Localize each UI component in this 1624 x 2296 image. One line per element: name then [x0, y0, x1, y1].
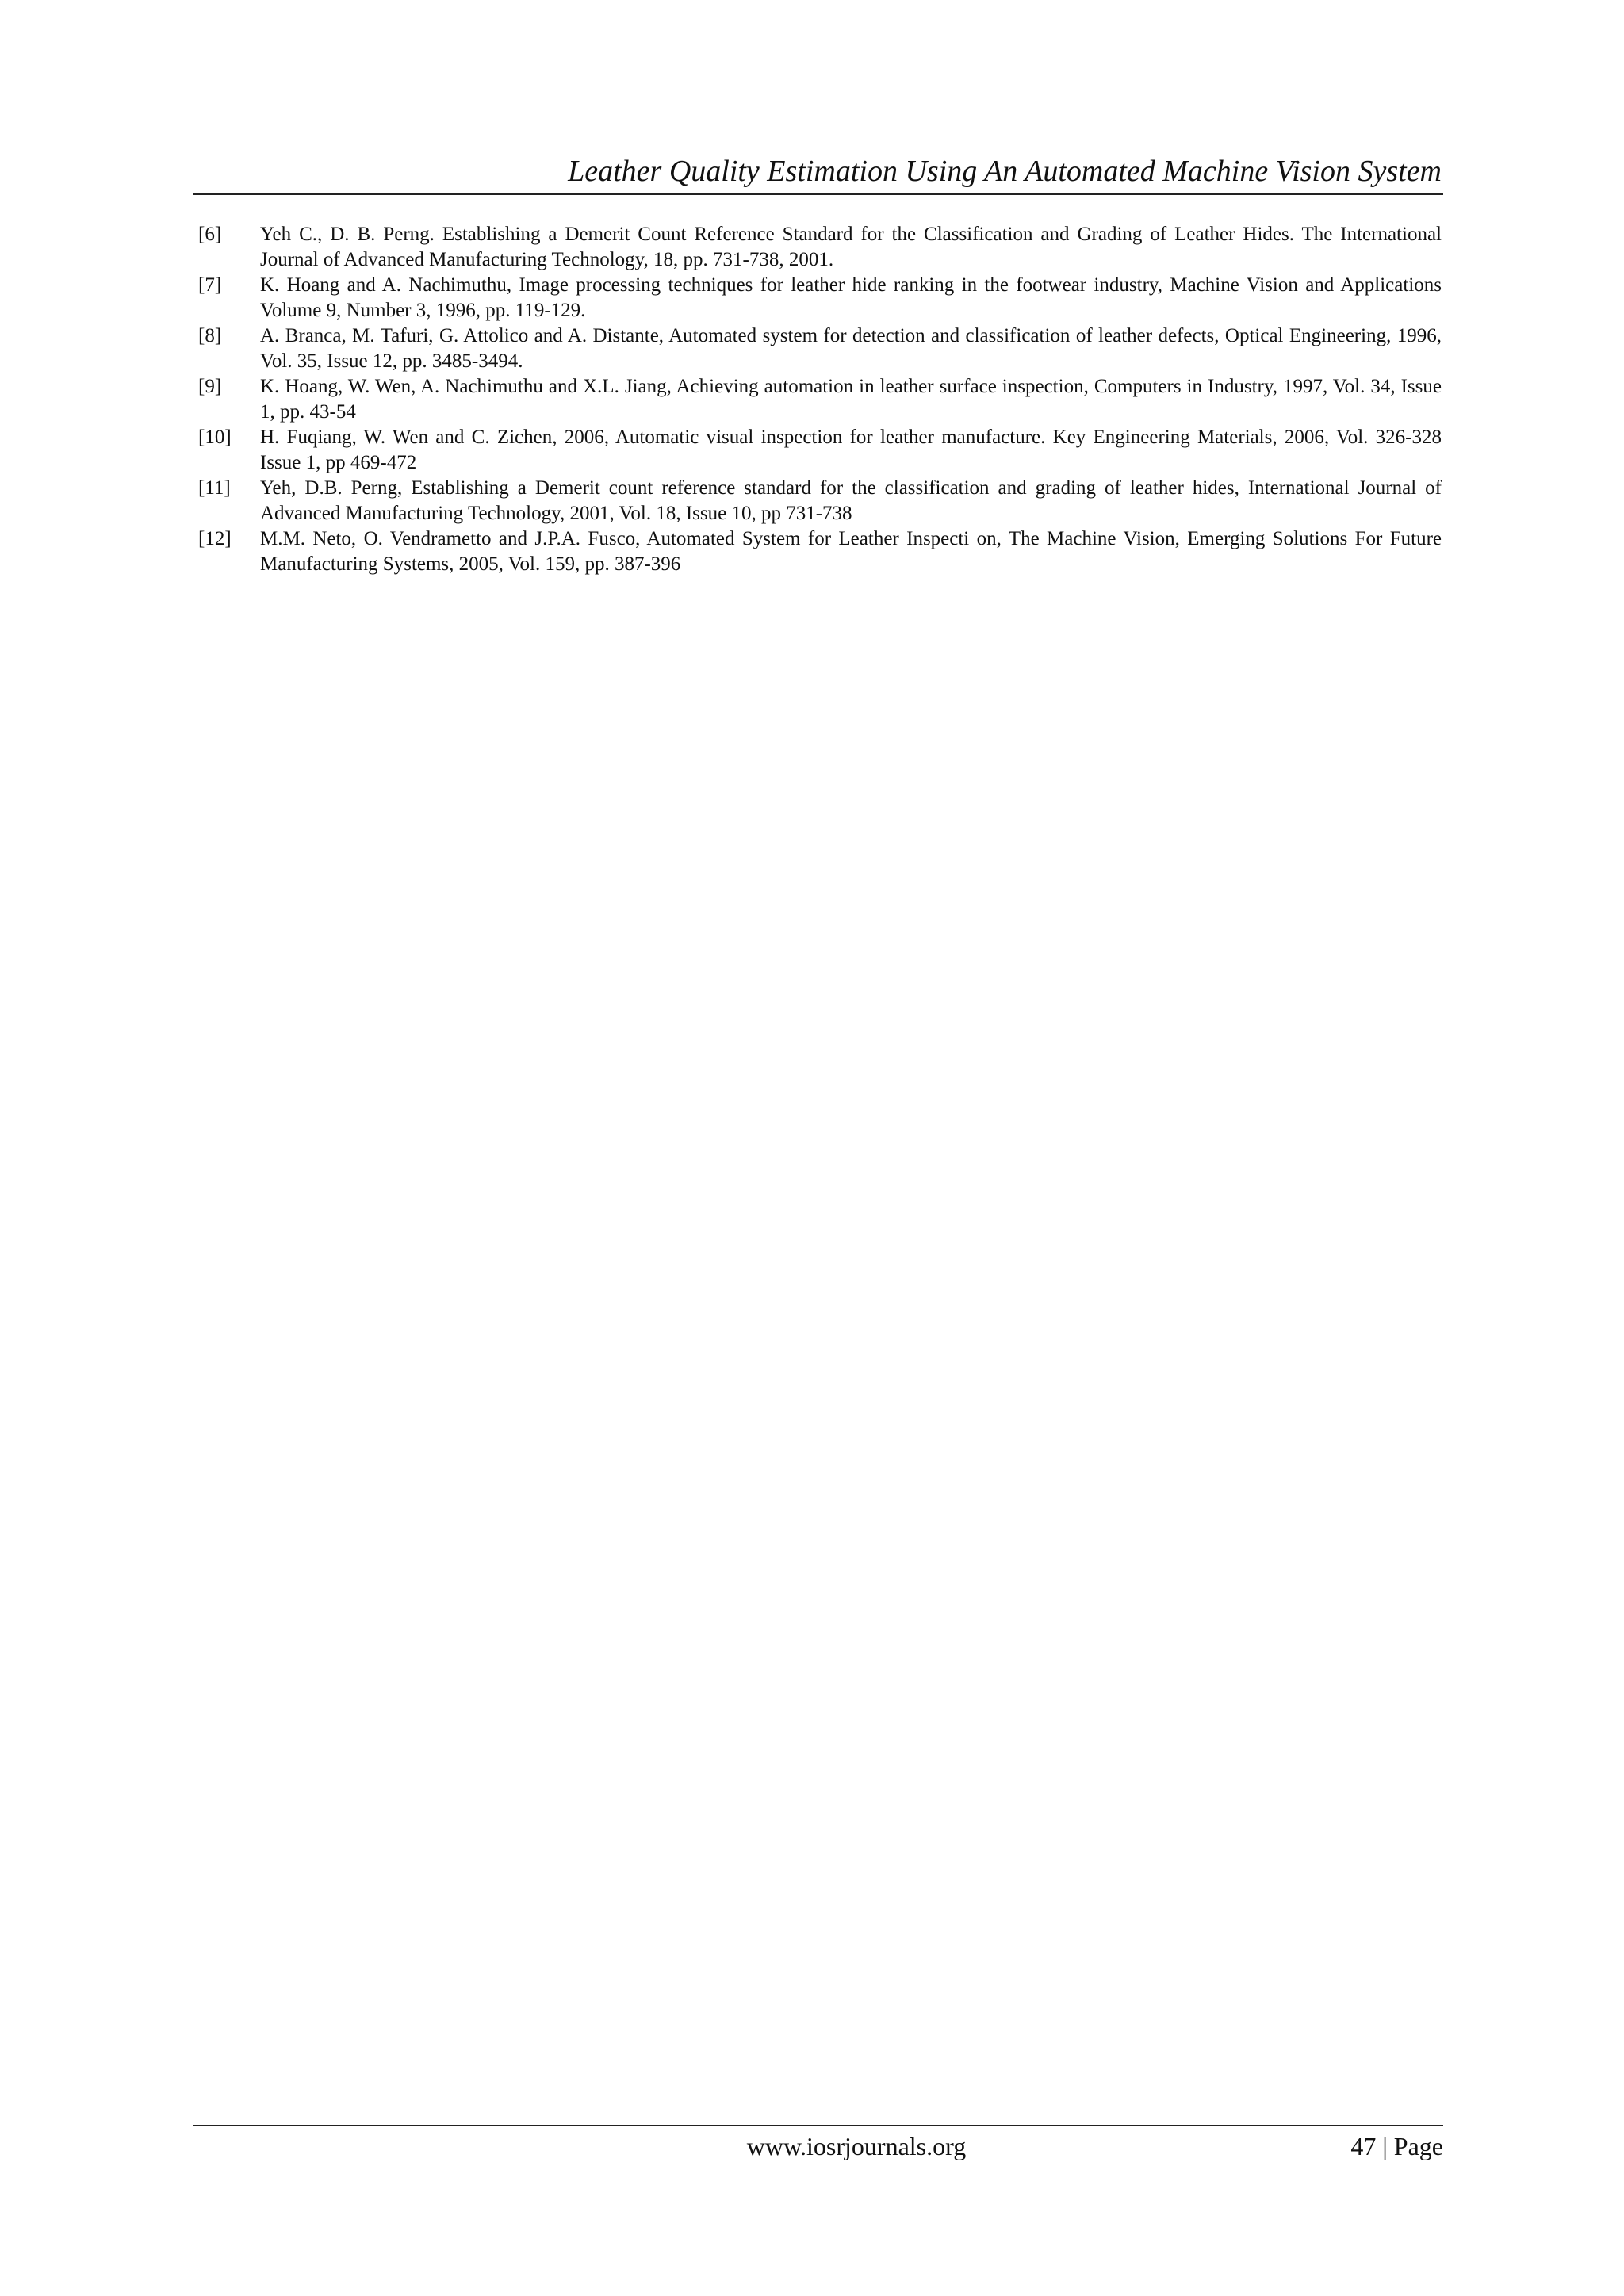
- reference-number: [8]: [198, 325, 222, 346]
- reference-item: [198, 526, 1442, 577]
- reference-text: M.M. Neto, O. Vendrametto and J.P.A. Fusco, Automated System for Leather Inspecti on, The Machine Vision, Emerging Solutions For Future Manufacturing Systems, 2005, Vol. 159, pp. 387-396: [260, 528, 1442, 575]
- reference-item: [198, 425, 1442, 476]
- reference-text: A. Branca, M. Tafuri, G. Attolico and A. Distante, Automated system for detection and classification of leather defects, Optical Engineering, 1996, Vol. 35, Issue 12, pp. 3485-3494.: [260, 325, 1442, 372]
- reference-item: [198, 222, 1442, 273]
- reference-number: [10]: [198, 427, 232, 448]
- reference-number: [9]: [198, 376, 222, 397]
- reference-number: [12]: [198, 528, 232, 549]
- reference-number: [11]: [198, 477, 231, 499]
- reference-text: K. Hoang and A. Nachimuthu, Image processing techniques for leather hide ranking in the footwear industry, Machine Vision and Applications Volume 9, Number 3, 1996, pp. 119-129.: [260, 274, 1442, 321]
- reference-list: [198, 222, 1442, 577]
- reference-text: H. Fuqiang, W. Wen and C. Zichen, 2006, Automatic visual inspection for leather manufacture. Key Engineering Materials, 2006, Vol. 326-328 Issue 1, pp 469-472: [260, 427, 1442, 473]
- reference-text: Yeh C., D. B. Perng. Establishing a Demerit Count Reference Standard for the Classification and Grading of Leather Hides. The International Journal of Advanced Manufacturing Technology, 18, pp. 731-738, 2001.: [260, 224, 1442, 270]
- journal-url: www.iosrjournals.org: [746, 2132, 967, 2160]
- reference-text: K. Hoang, W. Wen, A. Nachimuthu and X.L. Jiang, Achieving automation in leather surface inspection, Computers in Industry, 1997, Vol. 34, Issue 1, pp. 43-54: [260, 376, 1442, 423]
- running-header-title: Leather Quality Estimation Using An Automated Machine Vision System: [568, 155, 1442, 188]
- reference-item: [198, 476, 1442, 526]
- footer-divider: [193, 2125, 1443, 2126]
- page-number: 47 | Page: [1350, 2132, 1443, 2160]
- reference-number: [7]: [198, 274, 222, 296]
- reference-item: [198, 323, 1442, 374]
- reference-item: [198, 374, 1442, 425]
- reference-item: [198, 273, 1442, 323]
- header-divider: [193, 193, 1443, 195]
- reference-text: Yeh, D.B. Perng, Establishing a Demerit count reference standard for the classification and grading of leather hides, International Journal of Advanced Manufacturing Technology, 2001, Vol. 18, Issue 10, pp 731-738: [260, 477, 1442, 524]
- reference-number: [6]: [198, 224, 222, 245]
